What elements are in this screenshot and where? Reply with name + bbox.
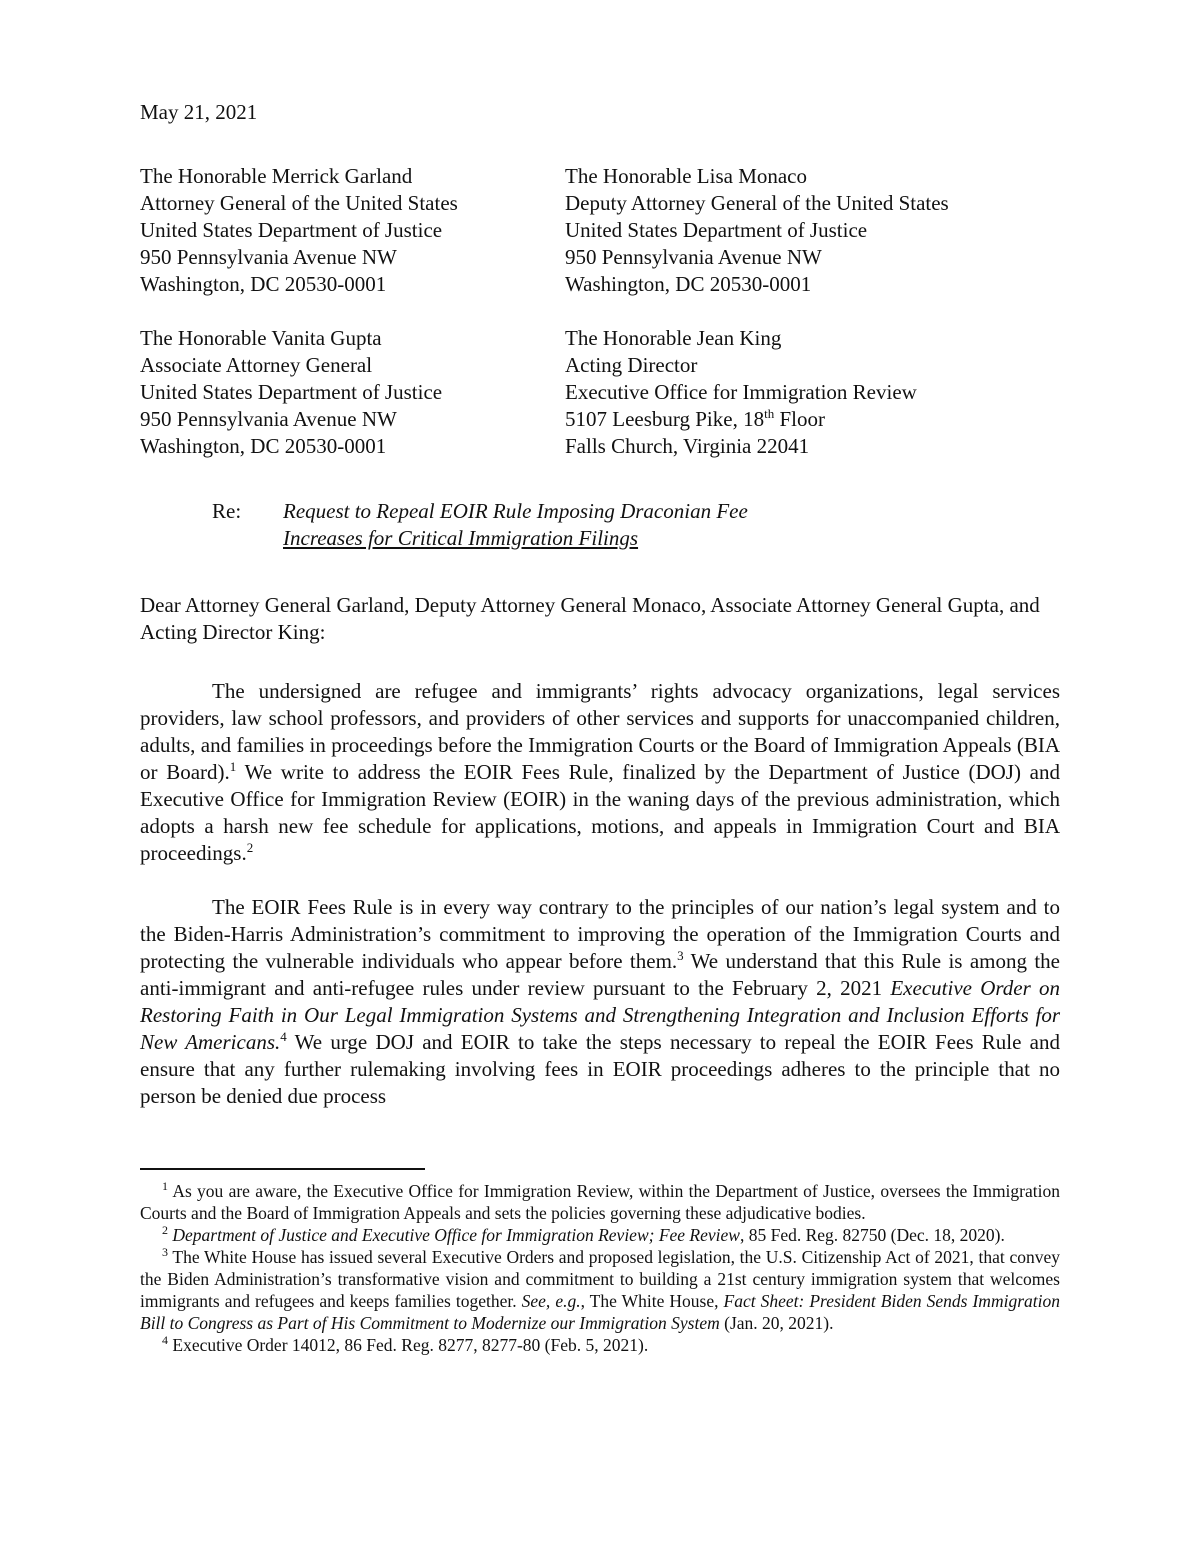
street-text: 5107 Leesburg Pike, 18 xyxy=(565,407,765,431)
address-line-street xyxy=(565,406,917,433)
executive-order-title: Executive Order on Restoring Faith in Our Legal Immigration Systems and Strengthening Integration and Inclusion Efforts for New Americans. xyxy=(140,976,1061,1054)
footnote-ref-1[interactable]: 1 xyxy=(229,759,237,774)
address-line: Attorney General of the United States xyxy=(140,191,458,215)
body-paragraph-1 xyxy=(140,678,1060,867)
address-line: Executive Office for Immigration Review xyxy=(565,380,917,404)
address-line: 950 Pennsylvania Avenue NW xyxy=(140,407,397,431)
address-line: 950 Pennsylvania Avenue NW xyxy=(140,245,397,269)
paragraph-text: The undersigned are refugee and immigrants’ rights advocacy organizations, legal services providers, law school professors, and providers of other services and supports for unaccompanied children, adults, and families in proceedings before the Immigration Courts or the Board of Immigration Appeals (BIA or Board). xyxy=(140,679,1060,784)
footnote-ref-2[interactable]: 2 xyxy=(246,840,254,855)
subject-line-2: Increases for Critical Immigration Filings xyxy=(283,526,639,550)
address-line: Deputy Attorney General of the United States xyxy=(565,191,949,215)
footnote-citation-title: Fact Sheet: President Biden Sends Immigration Bill to Congress as Part of His Commitment to Modernize our Immigration System xyxy=(140,1291,1060,1333)
footnote-text: The White House has issued several Executive Orders and proposed legislation, the U.S. Citizenship Act of 2021, that convey the Biden Administration’s transformative vision and commitment to building a 21st century immigration system that welcomes immigrants and refugees and keeps families together. xyxy=(140,1247,1060,1311)
footnote-1 xyxy=(140,1180,1060,1224)
paragraph-text: We urge DOJ and EOIR to take the steps necessary to repeal the EOIR Fees Rule and ensure that any further rulemaking involving fees in EOIR proceedings adheres to the principle that no person be denied due process xyxy=(140,1030,1060,1108)
footnote-number: 2 xyxy=(162,1223,168,1238)
footnote-2 xyxy=(140,1224,1060,1246)
address-line: The Honorable Jean King xyxy=(565,326,782,350)
footnote-citation-title: Department of Justice and Executive Office for Immigration Review; Fee Review xyxy=(168,1225,740,1245)
subject-label: Re: xyxy=(212,499,242,523)
address-line: The Honorable Vanita Gupta xyxy=(140,326,382,350)
address-line: Washington, DC 20530-0001 xyxy=(140,434,387,458)
footnote-text: (Jan. 20, 2021). xyxy=(719,1313,834,1333)
footnote-ref-4[interactable]: 4 xyxy=(280,1029,287,1044)
letter-date: May 21, 2021 xyxy=(140,100,258,124)
paragraph-text: We write to address the EOIR Fees Rule, finalized by the Department of Justice (DOJ) and Executive Office for Immigration Review (EOIR) in the waning days of the previous administration, which adopts a harsh new fee schedule for applications, motions, and appeals in Immigration Court and BIA proceedings. xyxy=(140,760,1061,865)
paragraph-text: The EOIR Fees Rule is in every way contrary to the principles of our nation’s legal system and to the Biden-Harris Administration’s commitment to improving the operation of the Immigration Courts and protecting the vulnerable individuals who appear before them. xyxy=(140,895,1060,973)
recipient-address-garland xyxy=(140,163,458,298)
recipient-address-king xyxy=(565,325,917,460)
paragraph-text: We understand that this Rule is among the anti-immigrant and anti-refugee rules under review pursuant to the February 2, 2021 xyxy=(140,949,1060,1000)
address-line: United States Department of Justice xyxy=(140,380,443,404)
salutation: Dear Attorney General Garland, Deputy Attorney General Monaco, Associate Attorney General Gupta, and Acting Director King: xyxy=(140,593,1040,644)
footnote-3 xyxy=(140,1246,1060,1334)
address-line: Falls Church, Virginia 22041 xyxy=(565,434,810,458)
footnote-number: 4 xyxy=(162,1333,168,1348)
address-line: The Honorable Lisa Monaco xyxy=(565,164,808,188)
footnote-number: 1 xyxy=(162,1179,168,1194)
body-paragraph-2 xyxy=(140,894,1060,1110)
footnote-4 xyxy=(140,1334,1060,1356)
ordinal-suffix: th xyxy=(764,406,775,421)
footnote-signal: See, e.g. xyxy=(521,1291,581,1311)
footnote-text: , The White House, xyxy=(580,1291,724,1311)
subject-line-1: Request to Repeal EOIR Rule Imposing Draconian Fee xyxy=(283,499,748,523)
footnote-text: Executive Order 14012, 86 Fed. Reg. 8277, 8277-80 (Feb. 5, 2021). xyxy=(168,1335,649,1355)
footnote-number: 3 xyxy=(162,1245,168,1260)
footnote-text: , 85 Fed. Reg. 82750 (Dec. 18, 2020). xyxy=(739,1225,1005,1245)
floor-text: Floor xyxy=(774,407,825,431)
address-line: United States Department of Justice xyxy=(565,218,868,242)
footnote-ref-3[interactable]: 3 xyxy=(677,948,684,963)
subject-text xyxy=(283,498,748,552)
address-line: United States Department of Justice xyxy=(140,218,443,242)
footnote-text: As you are aware, the Executive Office for Immigration Review, within the Department of Justice, oversees the Immigration Courts and the Board of Immigration Appeals and sets the policies governing these adjudicative bodies. xyxy=(140,1181,1060,1223)
address-line: 950 Pennsylvania Avenue NW xyxy=(565,245,822,269)
address-line: The Honorable Merrick Garland xyxy=(140,164,413,188)
address-line: Washington, DC 20530-0001 xyxy=(140,272,387,296)
footnote-separator xyxy=(140,1168,425,1170)
address-line: Associate Attorney General xyxy=(140,353,373,377)
address-line: Acting Director xyxy=(565,353,698,377)
address-line: Washington, DC 20530-0001 xyxy=(565,272,812,296)
recipient-address-monaco xyxy=(565,163,949,298)
footnotes xyxy=(140,1180,1060,1356)
recipient-address-gupta xyxy=(140,325,442,460)
